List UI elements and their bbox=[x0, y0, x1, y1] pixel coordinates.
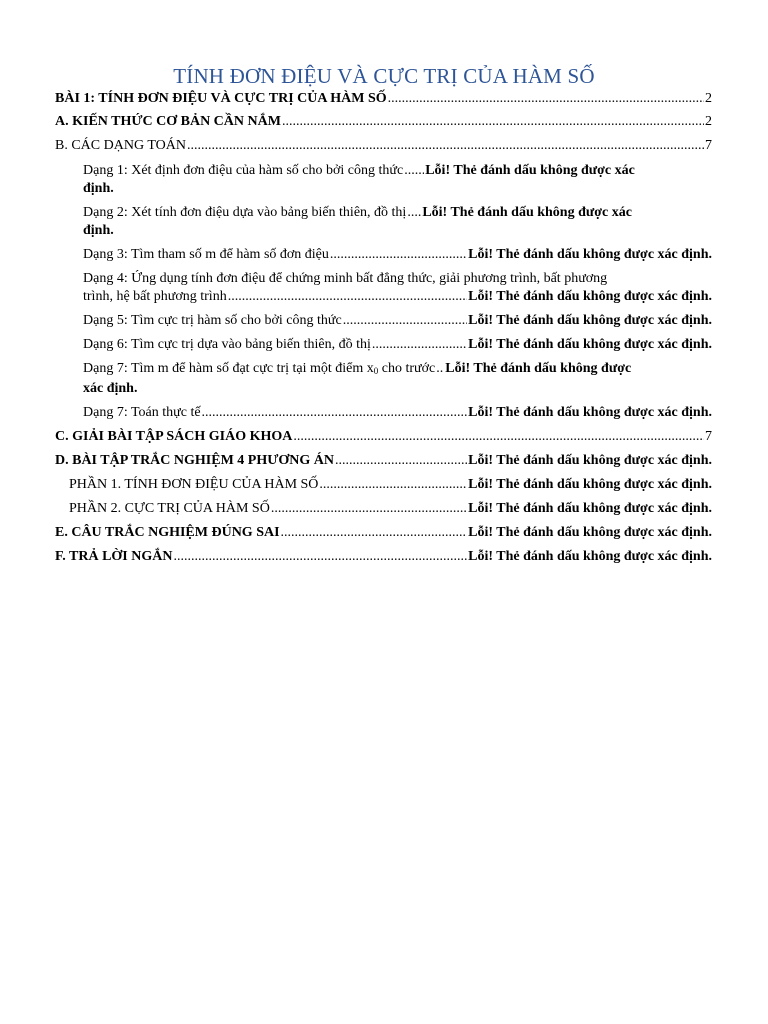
toc-error-text: Lỗi! Thẻ đánh dấu không được xác bbox=[425, 163, 635, 178]
toc-label: Dạng 1: Xét định đơn điệu của hàm số cho bởi công thức bbox=[83, 163, 404, 178]
toc-label: PHẦN 1. TÍNH ĐƠN ĐIỆU CỦA HÀM SỐ bbox=[69, 477, 319, 492]
dot-leader bbox=[281, 524, 468, 542]
toc-entry-dang1[interactable] bbox=[55, 162, 712, 198]
toc-label: Dạng 7: Toán thực tế bbox=[83, 405, 201, 420]
dot-leader bbox=[372, 336, 467, 354]
dot-leader bbox=[228, 288, 467, 306]
toc-page-number: 7 bbox=[705, 429, 712, 444]
toc-entry-dang6[interactable] bbox=[55, 336, 712, 354]
dot-leader bbox=[404, 162, 424, 180]
toc-label: C. GIẢI BÀI TẬP SÁCH GIÁO KHOA bbox=[55, 429, 293, 444]
toc-label: Dạng 2: Xét tính đơn điệu dựa vào bảng biến thiên, đồ thị bbox=[83, 205, 407, 220]
toc-error-text: Lỗi! Thẻ đánh dấu không được xác định. bbox=[468, 405, 712, 420]
toc-error-text: Lỗi! Thẻ đánh dấu không được xác định. bbox=[468, 247, 712, 262]
toc-entry-e[interactable] bbox=[55, 524, 712, 542]
toc-entry-c[interactable] bbox=[55, 428, 712, 446]
toc-entry-phan2[interactable] bbox=[55, 500, 712, 518]
toc-label: Dạng 6: Tìm cực trị dựa vào bảng biến thiên, đồ thị bbox=[83, 337, 371, 352]
toc-entry-dang7-toan-thuc-te[interactable] bbox=[55, 404, 712, 422]
toc-page-number: 2 bbox=[705, 114, 712, 129]
dot-leader bbox=[330, 246, 467, 264]
toc-error-text: Lỗi! Thẻ đánh dấu không được xác định. bbox=[468, 549, 712, 564]
toc-error-text-cont: định. bbox=[83, 223, 114, 238]
toc-label: Dạng 5: Tìm cực trị hàm số cho bởi công thức bbox=[83, 313, 342, 328]
toc-label: Dạng 4: Ứng dụng tính đơn điệu để chứng minh bất đẳng thức, giải phương trình, bất phương bbox=[83, 271, 608, 286]
toc-error-text: Lỗi! Thẻ đánh dấu không được xác định. bbox=[468, 501, 712, 516]
dot-leader bbox=[293, 428, 704, 446]
toc-entry-a[interactable] bbox=[55, 113, 712, 131]
toc-error-text: Lỗi! Thẻ đánh dấu không được xác định. bbox=[468, 289, 712, 304]
toc-page-number: 2 bbox=[705, 91, 712, 106]
toc-label: Dạng 7: Tìm m để hàm số đạt cực trị tại một điểm $x_0$ cho trước bbox=[83, 361, 436, 376]
table-of-contents bbox=[55, 90, 712, 566]
toc-error-text: Lỗi! Thẻ đánh dấu không được xác định. bbox=[468, 453, 712, 468]
toc-error-text: Lỗi! Thẻ đánh dấu không được xác định. bbox=[468, 525, 712, 540]
toc-entry-dang3[interactable] bbox=[55, 246, 712, 264]
toc-entry-d[interactable] bbox=[55, 452, 712, 470]
toc-entry-b[interactable] bbox=[55, 137, 712, 155]
dot-leader bbox=[187, 137, 704, 155]
toc-page-number: 7 bbox=[705, 138, 712, 153]
toc-label: BÀI 1: TÍNH ĐƠN ĐIỆU VÀ CỰC TRỊ CỦA HÀM SỐ bbox=[55, 91, 387, 106]
page-title: TÍNH ĐƠN ĐIỆU VÀ CỰC TRỊ CỦA HÀM SỐ bbox=[173, 64, 595, 88]
dot-leader bbox=[282, 113, 704, 131]
toc-entry-dang2[interactable] bbox=[55, 204, 712, 240]
toc-label-cont: trình, hệ bất phương trình bbox=[83, 289, 227, 304]
dot-leader bbox=[343, 312, 467, 330]
toc-entry-bai1[interactable] bbox=[55, 90, 712, 107]
dot-leader bbox=[319, 476, 467, 494]
toc-label: A. KIẾN THỨC CƠ BẢN CẦN NẮM bbox=[55, 114, 281, 129]
dot-leader bbox=[173, 548, 467, 566]
dot-leader bbox=[335, 452, 467, 470]
dot-leader bbox=[407, 204, 421, 222]
toc-error-text: Lỗi! Thẻ đánh dấu không được xác định. bbox=[468, 477, 712, 492]
dot-leader bbox=[436, 360, 444, 378]
toc-label: D. BÀI TẬP TRẮC NGHIỆM 4 PHƯƠNG ÁN bbox=[55, 453, 334, 468]
toc-error-text: Lỗi! Thẻ đánh dấu không được bbox=[445, 361, 632, 376]
toc-error-text-cont: định. bbox=[83, 181, 114, 196]
dot-leader bbox=[202, 404, 468, 422]
toc-entry-f[interactable] bbox=[55, 548, 712, 566]
dot-leader bbox=[388, 90, 704, 107]
toc-error-text: Lỗi! Thẻ đánh dấu không được xác định. bbox=[468, 337, 712, 352]
toc-error-text: Lỗi! Thẻ đánh dấu không được xác định. bbox=[468, 313, 712, 328]
toc-entry-dang4[interactable] bbox=[55, 270, 712, 306]
toc-label: Dạng 3: Tìm tham số m để hàm số đơn điệu bbox=[83, 247, 329, 262]
toc-label: PHẦN 2. CỰC TRỊ CỦA HÀM SỐ bbox=[69, 501, 270, 516]
toc-label: F. TRẢ LỜI NGẮN bbox=[55, 549, 173, 564]
toc-entry-phan1[interactable] bbox=[55, 476, 712, 494]
toc-entry-dang7[interactable] bbox=[55, 360, 712, 398]
toc-label: E. CÂU TRẮC NGHIỆM ĐÚNG SAI bbox=[55, 525, 280, 540]
toc-error-text-cont: xác định. bbox=[83, 381, 138, 396]
toc-entry-dang5[interactable] bbox=[55, 312, 712, 330]
dot-leader bbox=[271, 500, 467, 518]
toc-error-text: Lỗi! Thẻ đánh dấu không được xác bbox=[422, 205, 632, 220]
toc-label: B. CÁC DẠNG TOÁN bbox=[55, 138, 186, 153]
